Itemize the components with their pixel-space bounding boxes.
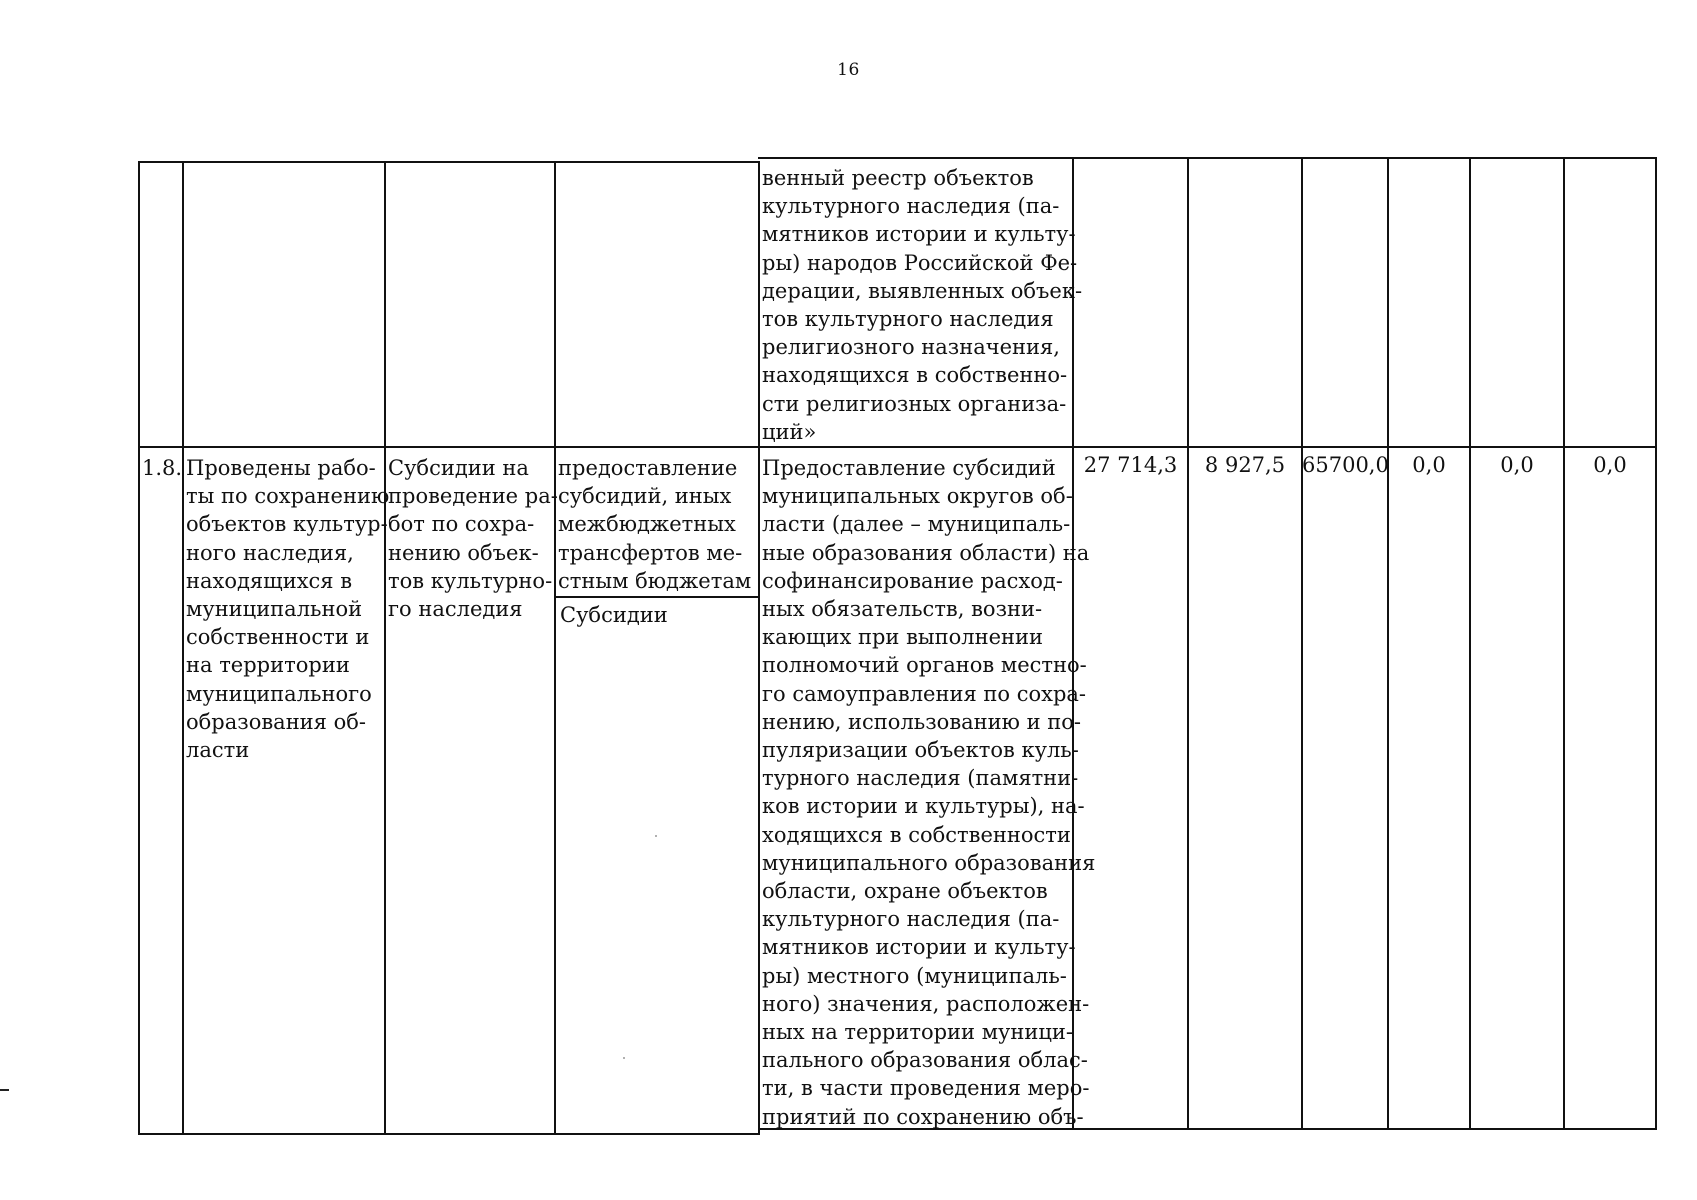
value-cell: 65700,0	[1302, 453, 1389, 477]
mechanism-type-text: Субсидии	[560, 603, 668, 627]
row-number: 1.8.	[142, 456, 183, 480]
subsidy-name-text: Субсидии на проведение ра- бот по сохра- нению объек- тов культурно- го наследия	[388, 456, 558, 622]
table-border-top	[138, 161, 760, 163]
column-divider	[1187, 157, 1189, 1130]
table-border-left	[138, 161, 140, 1135]
value-cell: 27 714,3	[1083, 453, 1178, 477]
column-divider	[182, 161, 184, 1135]
table-border-top	[758, 157, 1657, 159]
table-border-right	[1655, 157, 1657, 1130]
row-divider	[138, 446, 1657, 448]
scan-speck	[655, 835, 657, 837]
page-number: 16	[837, 60, 860, 80]
column-divider	[554, 161, 556, 1135]
mechanism-text: предоставление субсидий, иных межбюджетных трансфертов ме- стным бюджетам	[558, 456, 752, 593]
result-text: Проведены рабо- ты по сохранению объектов культур- ного наследия, находящихся в муниципальной собственности и на территории муниципального образования об- ласти	[186, 456, 390, 763]
value-cell: 0,0	[1593, 453, 1627, 477]
prev-row-description: венный реестр объектов культурного наследия (па- мятников истории и культу- ры) народов Российской Фе- дерации, выявленных объек- тов культурного наследия религиозного назначения, находящихся в собственно- сти религиозных организа- ций»	[762, 166, 1083, 444]
column-divider	[758, 161, 760, 1135]
value-cell: 0,0	[1412, 453, 1446, 477]
column-divider	[1301, 157, 1303, 1130]
scan-margin-mark	[0, 1089, 9, 1091]
column-divider	[1387, 157, 1389, 1130]
value-cell: 8 927,5	[1204, 453, 1286, 477]
table-border-bottom	[138, 1133, 760, 1135]
column-divider	[1563, 157, 1565, 1130]
column-divider	[1469, 157, 1471, 1130]
scan-speck	[623, 1057, 625, 1059]
value-cell: 0,0	[1500, 453, 1534, 477]
description-text: Предоставление субсидий муниципальных округов об- ласти (далее – муниципаль- ные образования области) на софинансирование расход- ных обязательств, возни- кающих при выполнении полномочий органов местно- го самоуправления по сохра- нению, использованию и по- пуляризации объектов куль- турного наследия (памятни- ков истории и культуры), на- ходящихся в собственности муниципального образования области, охране объектов культурного наследия (па- мятников истории и культу- ры) местного (муниципаль- ного) значения, расположен- ных на территории муници- пального образования облас- ти, в части проведения меро- приятий по сохранению объ-	[762, 456, 1096, 1129]
cell-divider	[554, 596, 760, 598]
